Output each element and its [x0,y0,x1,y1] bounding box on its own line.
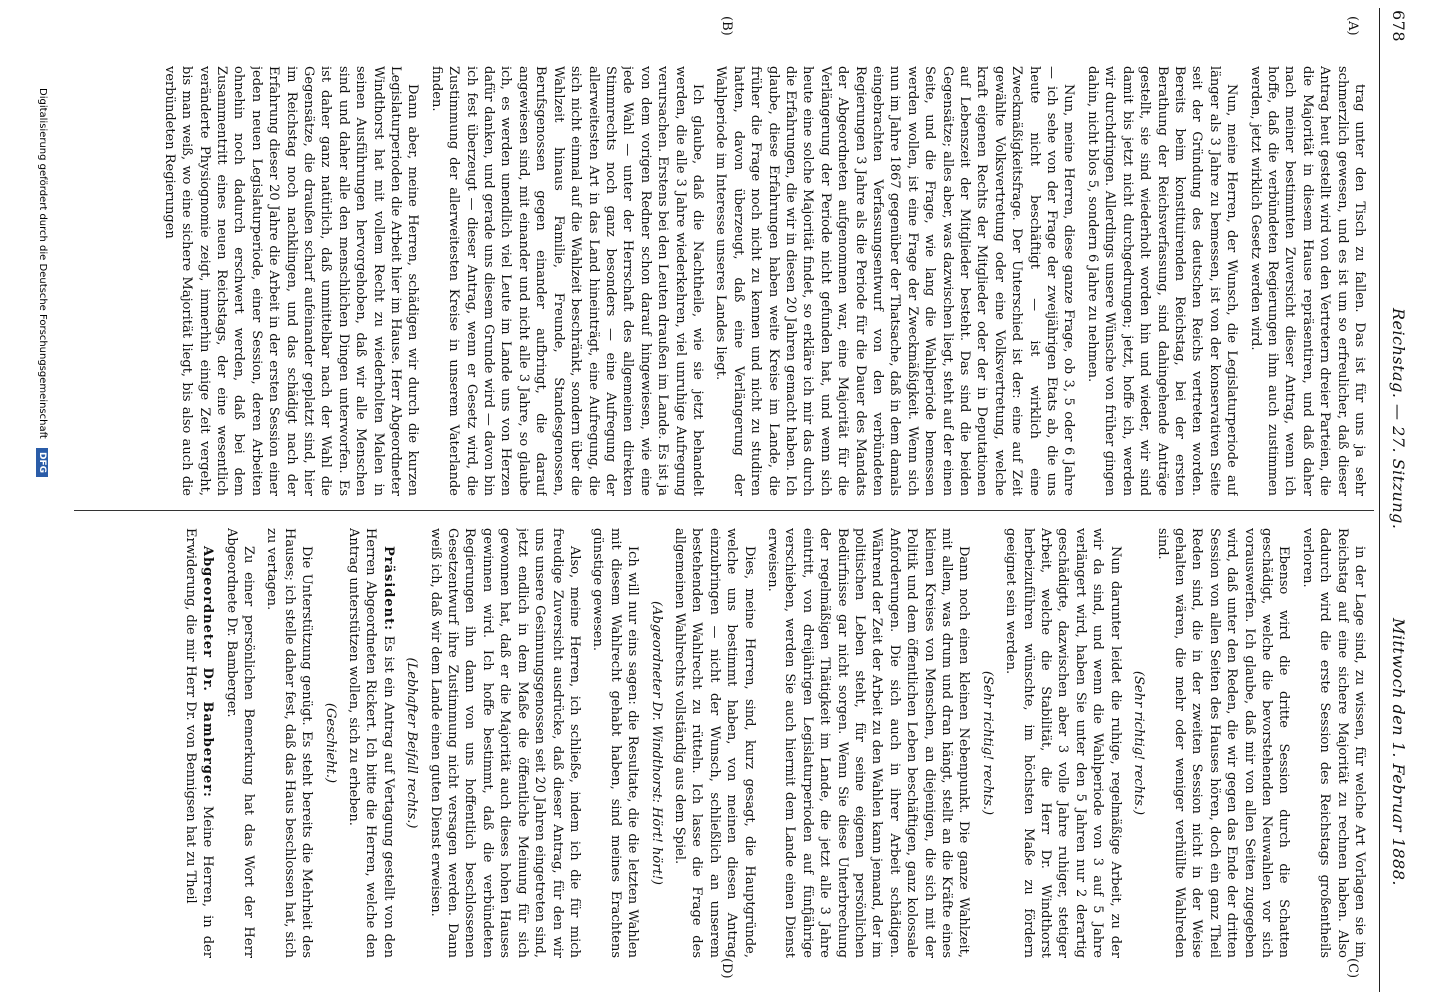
right-column [76,528,1368,958]
dfg-logo: DFG [36,448,48,477]
left-paragraph: Nun, meine Herren, der Wunsch, die Legislaturperiode auf länger als 3 Jahre zu bemessen, ist von der konservativen Seite seit der Gründung des deutschen Reichs vertreten worden. Bereits beim konstituirenden Reichstag, bei der ersten Berathung der Reichsverfassung, sind dahingehende Anträge gestellt, sie sind wiederholt worden hin und wieder, wir sind damit bis jetzt nicht durchgedrungen; jetzt, hoffe ich, werden wir durchdringen. Allerdings unsere Wünsche von früher gingen dahin, nicht blos 5, sondern 6 Jahre zu nehmen. [1084,66,1240,496]
margin-marker-d: (D) [719,958,734,979]
right-paragraph: Zu einer persönlichen Bemerkung hat das Wort der Herr Abgeordnete Dr. Bamberger. [223,528,257,958]
right-paragraph: Dies, meine Herren, sind, kurz gesagt, die Hauptgründe, welche uns bestimmt haben, von meinen diesen Antrag einzubringen — nicht der Wunsch, schließlich an unserem bestehenden Wahlrecht zu rütteln. Ich lasse die Frage des allgemeinen Wahlrechts vollständig aus dem Spiel. [671,528,757,958]
right-paragraph: Also, meine Herren, ich schließe, indem ich die für mich freudige Zuversicht ausdrücke, daß dieser Antrag, für den wir uns unsere Gesinnungsgenossen seit 20 Jahren eingetreten sind, jetzt endlich in dem Maße die öffentliche Meinung für sich gewonnen hat, daß er die Majorität auch dieses hohen Hauses gewinnen wird. Ich hoffe bestimmt, daß die verbündeten Regierungen ihn dann von uns hoffentlich beschlossenen Gesetzentwurf ihre Zustimmung nicht versagen werden. Dann weiß ich, daß wir dem Lande einen guten Dienst erweisen. [427,528,582,958]
action-note: (Geschieht.) [322,702,338,784]
column-divider [74,510,1374,511]
page-header [1384,8,1424,992]
header-date: Mittwoch den 1. Februar 1888. [1389,618,1408,886]
right-paragraph: in der Lage sind, zu wissen, für welche Art Vorlagen sie im Reichstag auf eine sichere Majorität zu rechnen haben. Also dadurch wird die erste Session des Reichstags großentheils verloren. [1299,528,1367,958]
footer-text: Digitalisierung gefördert durch die Deutsche Forschungsgemeinschaft [37,88,48,439]
margin-marker-c: (C) [1345,958,1360,979]
left-paragraph: Dann aber, meine Herren, schädigen wir durch die kurzen Legislaturperioden die Arbeit hier im Hause. Herr Abgeordneter Windthorst hat mit vollem Recht zu wiederholten Malen in seinen Ausführungen hervorgehoben, daß wir alle Menschen sind und daher alle den menschlichen Dingen unterworfen. Es ist daher ganz natürlich, daß unmittelbar nach der Wahl die Gegensätze, die draußen scharf aufeinander geplatzt sind, hier im Reichstag noch nachklingen, und das schädigt nach der Erfahrung dieser 20 Jahre die Arbeit in der ersten Session einer jeden neuen Legislaturperiode, einer Session, deren Arbeiten ohnehin noch dadurch erschwert werden, daß bei dem Zusammentritt eines neuen Reichstags, der eine wesentlich veränderte Physiognomie zeigt, immerhin einige Zeit vergeht, bis man weiß, wo eine sichere Majorität liegt, bis also auch die verbündeten Regierungen [161,66,421,496]
left-paragraph: trag unter den Tisch zu fallen. Das ist für uns ja sehr schmerzlich gewesen, und es ist um so erfreulicher, daß dieser Antrag heut gestellt wird von den Vertretern dreier Parteien, die die Majorität in diesem Hause repräsentiren, und daß daher nach meiner bestimmten Zuversicht dieser Antrag, wenn ich hoffe, daß die verbündeten Regierungen ihm auch zustimmen werden, jetzt wirklich Gesetz werden wird. [1247,66,1367,496]
president-text: Es ist ein Antrag auf Vertagung gestellt von den Herren Abgeordneten Rickert. Ich bitte die Herren, welche den Antrag unterstützen wollen, sich zu erheben. [346,528,396,958]
bamberger-statement [181,528,216,958]
interjection-note: (Abgeordneter Dr. Windthorst: Hört! hört!) [648,601,664,885]
right-paragraph: Die Unterstützung genügt. Es steht bereits die Mehrheit des Hauses; ich stelle daher fest, daß das Haus beschlossen hat, sich zu vertagen. [264,528,315,958]
president-statement [345,528,397,958]
margin-marker-b: (B) [719,16,734,36]
bamberger-text: Meine Herren, in der Erwiderung, die mir Herr Dr. von Bennigsen hat zu Theil [182,528,216,958]
margin-marker-a: (A) [1345,16,1360,36]
page-number: 678 [1389,10,1408,43]
right-paragraph: Dann noch einen kleinen Nebenpunkt. Die ganze Wahlzeit, mit allem, was drum und dran hängt, stellt an die Kräfte eines kleinen Kreises von Menschen, an diejenigen, die sich mit der Politik und dem öffentlichen Leben beschäftigen, ganz kolossale Anforderungen. Die sich auch in ihrer Arbeit schädigen. Während der Zeit der Arbeit zu den Wahlen kann jemand, der im politischen Leben steht, für seine eigenen persönlichen Bedürfnisse gar nicht sorgen. Wenn Sie diese Unterbrechung der regelmäßigen Thätigkeit im Lande, die jetzt alle 3 Jahre eintritt, von dreijährigen Legislaturperioden auf fünfjährige verschieben, werden Sie auch hiermit dem Lande einen Dienst erweisen. [765,528,972,958]
right-paragraph: Ich will nur eins sagen: die Resultate, die die letzten Wahlen mit diesem Wahlrecht gehabt haben, sind meines Erachtens günstige gewesen. [590,528,641,958]
header-title: Reichstag. — 27. Sitzung. [1389,308,1408,530]
digitization-footer [36,88,48,948]
document-page [24,8,1424,992]
applause-note: (Sehr richtig! rechts.) [1131,670,1147,816]
left-paragraph: Nun, meine Herren, diese ganze Frage, ob 3, 5 oder 6 Jahre — ich sehe von der Frage der zweijährigen Etats ab, die uns heute nicht beschäftigt — ist wirklich eine Zweckmäßigkeitsfrage. Der Unterschied ist der: eine auf Zeit gewählte Volksvertretung oder eine Volksvertretung, welche kraft eigenen Rechts der Mitglieder oder der in Deputationen auf Lebenszeit der Mitglieder besteht. Das sind die beiden Gegensätze; alles aber, was dazwischen liegt, steht auf der einen Seite, und die Frage, wie lang die Wahlperiode bemessen werden wollen, ist eine Frage der Zweckmäßigkeit. Wenn sich nun im Jahre 1867 gegenüber der Thatsache, daß in dem damals eingebrachten Verfassungsentwurf von den verbündeten Regierungen 3 Jahre als die Periode für die Dauer des Mandats der Abgeordneten aufgenommen war, eine Majorität für die Verlängerung der Periode nicht gefunden hat, und wenn sich heute eine solche Majorität findet, so erkläre ich mir das durch die Erfahrungen, die wir in diesen 20 Jahren gemacht haben. Ich glaube, diese Erfahrungen haben weite Kreise im Lande, die früher die Frage noch nicht zu kennen und nicht zu studiren hatten, davon überzeugt, daß eine Verlängerung der Wahlperiode im Interesse unseres Landes liegt. [713,66,1077,496]
applause-note: (Sehr richtig! rechts.) [979,670,995,816]
right-paragraph: Nun darunter leidet die ruhige, regelmäßige Arbeit, zu der wir da sind, und wenn die Wahlperiode von 3 auf 5 Jahre verlängert wird, haben Sie unter den 5 Jahren nur 2 derartig geschädigte, dazwischen aber 3 volle Jahre ruhiger, stetiger Arbeit, welche die Stabilität, die Herr Dr. Windthorst herbeizuführen wünschte, im höchsten Maße zu fördern geeignet sein werden. [1003,528,1123,958]
right-paragraph: Ebenso wird die dritte Session durch die Schatten geschädigt, welche die bevorstehenden Neuwahlen vor sich vorauswerfen. Ich glaube, daß mir von allen Seiten zugegeben wird, daß unter den Reden, die wir gegen das Ende der dritten Session von allen Seiten des Hauses hören, doch ein ganz Theil Reden sind, die in der zweiten Session nicht in der Weise gehalten wären, die mehr oder weniger verhüllte Wahlreden sind. [1154,528,1292,958]
applause-note: (Lebhafter Beifall rechts.) [404,657,420,829]
left-column [76,66,1368,496]
speaker-label-bamberger: Abgeordneter Dr. Bamberger: [200,546,216,798]
left-paragraph: Ich glaube, daß die Nachtheile, wie sie jetzt behandelt werden, die alle 3 Jahre wiederkehren, viel unruhige Aufregung verursachen. Erstens bei den Leuten draußen im Lande. Es ist ja von dem vorigen Redner schon darauf hingewiesen, wie eine jede Wahl — unter der Herrschaft des allgemeinen direkten Stimmrechts noch ganz besonders — eine Aufregung der allerweitesten Art in das Land hineinträgt, eine Aufregung, die sich nicht einmal auf die Wahlzeit beschränkt, sondern über die Wahlzeit hinaus Familie, Freunde, Standesgenossen, Berufsgenossen gegen einander aufbringt, die darauf angewiesen sind, mit einander und nicht alle 3 Jahre, so glaube ich, es werden unendlich viel Leute im Lande uns von Herzen dafür danken, und gerade uns diesem Grunde wird — davon bin ich fest überzeugt — dieser Antrag, wenn er Gesetz wird, die Zustimmung der allerweitesten Kreise in unserem Vaterlande finden. [428,66,705,496]
speaker-label-president: Präsident: [380,546,396,631]
header-rule [1379,8,1380,992]
